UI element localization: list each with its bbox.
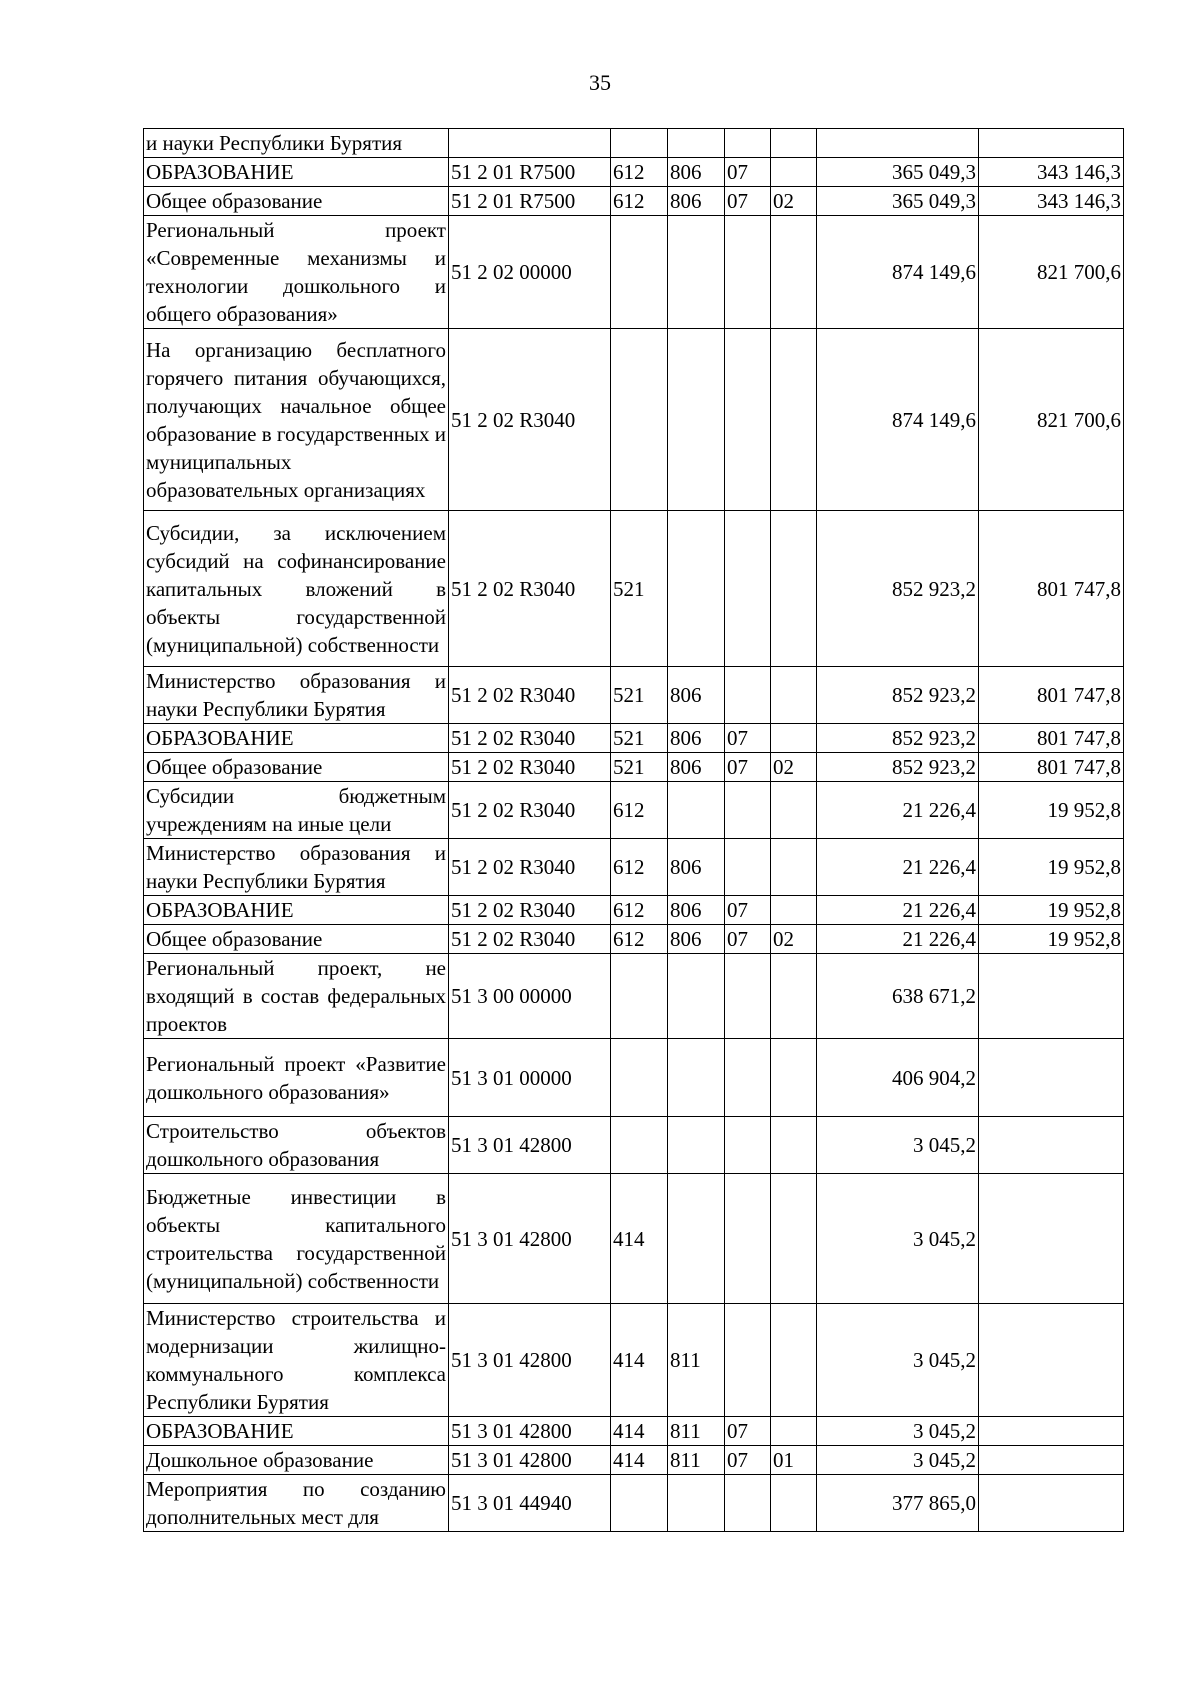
row-expense-type-cell <box>611 129 668 158</box>
row-subsection-cell <box>771 158 817 187</box>
row-amount-year1-cell: 365 049,3 <box>817 187 979 216</box>
row-section-cell <box>725 1304 771 1417</box>
row-ministry-code-cell: 806 <box>668 667 725 724</box>
row-name-cell: ОБРАЗОВАНИЕ <box>144 724 449 753</box>
row-amount-year2-cell <box>979 129 1124 158</box>
row-target-code-cell: 51 2 02 R3040 <box>449 329 611 511</box>
row-amount-year1-cell: 874 149,6 <box>817 216 979 329</box>
row-subsection-cell <box>771 724 817 753</box>
row-amount-year1-cell: 3 045,2 <box>817 1117 979 1174</box>
row-target-code-cell: 51 2 02 R3040 <box>449 667 611 724</box>
row-subsection-cell: 02 <box>771 187 817 216</box>
table-row <box>144 782 1124 839</box>
row-ministry-code-cell <box>668 1039 725 1117</box>
table-row <box>144 1174 1124 1304</box>
row-subsection-cell <box>771 1475 817 1532</box>
row-expense-type-cell: 414 <box>611 1446 668 1475</box>
row-amount-year1-cell: 852 923,2 <box>817 724 979 753</box>
table-row <box>144 216 1124 329</box>
row-section-cell <box>725 511 771 667</box>
row-target-code-cell: 51 2 01 R7500 <box>449 187 611 216</box>
row-name-cell: ОБРАЗОВАНИЕ <box>144 158 449 187</box>
row-target-code-cell: 51 3 01 42800 <box>449 1174 611 1304</box>
row-amount-year1-cell: 21 226,4 <box>817 782 979 839</box>
row-amount-year2-cell <box>979 954 1124 1039</box>
row-amount-year2-cell: 801 747,8 <box>979 667 1124 724</box>
row-amount-year1-cell: 852 923,2 <box>817 511 979 667</box>
row-ministry-code-cell: 806 <box>668 896 725 925</box>
row-name-cell: Общее образование <box>144 753 449 782</box>
row-ministry-code-cell: 811 <box>668 1304 725 1417</box>
row-subsection-cell <box>771 839 817 896</box>
row-name-cell: Министерство образования и науки Республики Бурятия <box>144 667 449 724</box>
table-row <box>144 1039 1124 1117</box>
row-amount-year1-cell: 21 226,4 <box>817 896 979 925</box>
table-row <box>144 511 1124 667</box>
row-name-cell: Министерство образования и науки Республики Бурятия <box>144 839 449 896</box>
row-target-code-cell: 51 2 02 R3040 <box>449 753 611 782</box>
table-row <box>144 1446 1124 1475</box>
row-amount-year1-cell: 406 904,2 <box>817 1039 979 1117</box>
row-target-code-cell: 51 2 02 R3040 <box>449 782 611 839</box>
row-name-cell: Субсидии бюджетным учреждениям на иные цели <box>144 782 449 839</box>
table-body <box>144 129 1124 1532</box>
row-amount-year2-cell <box>979 1475 1124 1532</box>
table-row <box>144 1475 1124 1532</box>
row-name-cell: Дошкольное образование <box>144 1446 449 1475</box>
row-amount-year1-cell: 3 045,2 <box>817 1174 979 1304</box>
row-subsection-cell <box>771 216 817 329</box>
table-row <box>144 896 1124 925</box>
row-ministry-code-cell: 806 <box>668 724 725 753</box>
row-amount-year1-cell: 852 923,2 <box>817 753 979 782</box>
row-expense-type-cell <box>611 1117 668 1174</box>
row-ministry-code-cell: 806 <box>668 839 725 896</box>
row-amount-year1-cell: 3 045,2 <box>817 1304 979 1417</box>
row-section-cell <box>725 1039 771 1117</box>
row-expense-type-cell: 612 <box>611 187 668 216</box>
row-amount-year2-cell <box>979 1304 1124 1417</box>
row-section-cell <box>725 1475 771 1532</box>
row-name-cell: Мероприятия по созданию дополнительных мест для <box>144 1475 449 1532</box>
row-name-cell: Региональный проект «Развитие дошкольного образования» <box>144 1039 449 1117</box>
row-amount-year2-cell: 19 952,8 <box>979 925 1124 954</box>
row-subsection-cell: 02 <box>771 753 817 782</box>
table-row <box>144 925 1124 954</box>
row-amount-year2-cell <box>979 1117 1124 1174</box>
row-amount-year2-cell <box>979 1174 1124 1304</box>
row-subsection-cell <box>771 129 817 158</box>
table-row <box>144 839 1124 896</box>
row-subsection-cell <box>771 1304 817 1417</box>
table-row <box>144 954 1124 1039</box>
row-subsection-cell <box>771 1039 817 1117</box>
row-ministry-code-cell: 806 <box>668 753 725 782</box>
row-expense-type-cell: 612 <box>611 896 668 925</box>
row-expense-type-cell: 414 <box>611 1417 668 1446</box>
page-number: 35 <box>589 70 611 95</box>
row-name-cell: Общее образование <box>144 187 449 216</box>
row-amount-year1-cell <box>817 129 979 158</box>
row-target-code-cell: 51 2 01 R7500 <box>449 158 611 187</box>
row-expense-type-cell: 612 <box>611 839 668 896</box>
row-section-cell <box>725 839 771 896</box>
row-name-cell: Региональный проект, не входящий в состав федеральных проектов <box>144 954 449 1039</box>
row-section-cell: 07 <box>725 925 771 954</box>
row-expense-type-cell: 521 <box>611 724 668 753</box>
row-expense-type-cell <box>611 954 668 1039</box>
row-target-code-cell: 51 3 01 42800 <box>449 1117 611 1174</box>
row-expense-type-cell: 521 <box>611 667 668 724</box>
row-expense-type-cell <box>611 329 668 511</box>
row-amount-year1-cell: 638 671,2 <box>817 954 979 1039</box>
row-name-cell: Строительство объектов дошкольного образования <box>144 1117 449 1174</box>
row-target-code-cell: 51 2 02 R3040 <box>449 724 611 753</box>
row-amount-year1-cell: 21 226,4 <box>817 925 979 954</box>
row-subsection-cell: 02 <box>771 925 817 954</box>
row-name-cell: ОБРАЗОВАНИЕ <box>144 896 449 925</box>
row-section-cell <box>725 1117 771 1174</box>
row-ministry-code-cell <box>668 782 725 839</box>
row-ministry-code-cell <box>668 1475 725 1532</box>
table-row <box>144 187 1124 216</box>
row-ministry-code-cell <box>668 954 725 1039</box>
row-ministry-code-cell <box>668 1174 725 1304</box>
row-section-cell <box>725 782 771 839</box>
table-row <box>144 129 1124 158</box>
row-target-code-cell: 51 2 02 R3040 <box>449 839 611 896</box>
budget-table <box>143 128 1124 1532</box>
row-target-code-cell: 51 3 01 42800 <box>449 1304 611 1417</box>
row-name-cell: Региональный проект «Современные механизмы и технологии дошкольного и общего образования» <box>144 216 449 329</box>
row-subsection-cell <box>771 667 817 724</box>
row-expense-type-cell <box>611 1475 668 1532</box>
row-subsection-cell <box>771 1117 817 1174</box>
row-section-cell: 07 <box>725 187 771 216</box>
row-amount-year2-cell: 19 952,8 <box>979 782 1124 839</box>
row-subsection-cell <box>771 329 817 511</box>
row-ministry-code-cell: 806 <box>668 158 725 187</box>
row-section-cell <box>725 1174 771 1304</box>
table-row <box>144 1304 1124 1417</box>
table-row <box>144 1117 1124 1174</box>
row-section-cell <box>725 329 771 511</box>
row-name-cell: Бюджетные инвестиции в объекты капитального строительства государственной (муниципальной) собственности <box>144 1174 449 1304</box>
table-row <box>144 158 1124 187</box>
row-subsection-cell <box>771 1174 817 1304</box>
row-expense-type-cell: 521 <box>611 511 668 667</box>
row-expense-type-cell: 612 <box>611 158 668 187</box>
row-section-cell: 07 <box>725 753 771 782</box>
row-ministry-code-cell: 811 <box>668 1417 725 1446</box>
row-expense-type-cell: 521 <box>611 753 668 782</box>
row-expense-type-cell <box>611 216 668 329</box>
row-name-cell: На организацию бесплатного горячего питания обучающихся, получающих начальное общее образование в государственных и муниципальных образовательных организациях <box>144 329 449 511</box>
table-row <box>144 1417 1124 1446</box>
row-target-code-cell: 51 2 02 R3040 <box>449 925 611 954</box>
row-section-cell: 07 <box>725 896 771 925</box>
row-target-code-cell <box>449 129 611 158</box>
row-amount-year2-cell: 343 146,3 <box>979 158 1124 187</box>
row-amount-year2-cell <box>979 1446 1124 1475</box>
row-amount-year2-cell: 801 747,8 <box>979 753 1124 782</box>
row-target-code-cell: 51 2 02 00000 <box>449 216 611 329</box>
row-target-code-cell: 51 3 00 00000 <box>449 954 611 1039</box>
row-section-cell: 07 <box>725 158 771 187</box>
row-amount-year2-cell: 19 952,8 <box>979 896 1124 925</box>
row-ministry-code-cell <box>668 329 725 511</box>
row-target-code-cell: 51 2 02 R3040 <box>449 896 611 925</box>
row-amount-year2-cell <box>979 1417 1124 1446</box>
row-ministry-code-cell: 806 <box>668 925 725 954</box>
row-amount-year2-cell <box>979 1039 1124 1117</box>
row-amount-year2-cell: 19 952,8 <box>979 839 1124 896</box>
row-expense-type-cell <box>611 1039 668 1117</box>
table-row <box>144 753 1124 782</box>
row-subsection-cell <box>771 896 817 925</box>
row-ministry-code-cell: 811 <box>668 1446 725 1475</box>
row-expense-type-cell: 612 <box>611 782 668 839</box>
row-section-cell <box>725 129 771 158</box>
row-ministry-code-cell <box>668 216 725 329</box>
row-amount-year2-cell: 801 747,8 <box>979 511 1124 667</box>
row-ministry-code-cell: 806 <box>668 187 725 216</box>
row-ministry-code-cell <box>668 129 725 158</box>
row-subsection-cell <box>771 1417 817 1446</box>
row-ministry-code-cell <box>668 511 725 667</box>
row-name-cell: ОБРАЗОВАНИЕ <box>144 1417 449 1446</box>
row-section-cell <box>725 954 771 1039</box>
row-expense-type-cell: 414 <box>611 1174 668 1304</box>
row-amount-year2-cell: 343 146,3 <box>979 187 1124 216</box>
row-name-cell: Общее образование <box>144 925 449 954</box>
row-name-cell: Министерство строительства и модернизации жилищно-коммунального комплекса Республики Бурятия <box>144 1304 449 1417</box>
row-amount-year1-cell: 3 045,2 <box>817 1417 979 1446</box>
row-amount-year1-cell: 852 923,2 <box>817 667 979 724</box>
row-expense-type-cell: 612 <box>611 925 668 954</box>
row-target-code-cell: 51 2 02 R3040 <box>449 511 611 667</box>
row-subsection-cell <box>771 511 817 667</box>
row-subsection-cell: 01 <box>771 1446 817 1475</box>
row-subsection-cell <box>771 782 817 839</box>
row-ministry-code-cell <box>668 1117 725 1174</box>
row-amount-year2-cell: 821 700,6 <box>979 329 1124 511</box>
row-target-code-cell: 51 3 01 42800 <box>449 1417 611 1446</box>
row-section-cell: 07 <box>725 724 771 753</box>
row-section-cell <box>725 216 771 329</box>
row-expense-type-cell: 414 <box>611 1304 668 1417</box>
row-name-cell: и науки Республики Бурятия <box>144 129 449 158</box>
row-section-cell <box>725 667 771 724</box>
row-name-cell: Субсидии, за исключением субсидий на софинансирование капитальных вложений в объекты государственной (муниципальной) собственности <box>144 511 449 667</box>
row-target-code-cell: 51 3 01 00000 <box>449 1039 611 1117</box>
row-amount-year1-cell: 21 226,4 <box>817 839 979 896</box>
row-amount-year2-cell: 821 700,6 <box>979 216 1124 329</box>
row-amount-year1-cell: 3 045,2 <box>817 1446 979 1475</box>
row-target-code-cell: 51 3 01 44940 <box>449 1475 611 1532</box>
row-section-cell: 07 <box>725 1417 771 1446</box>
row-amount-year1-cell: 377 865,0 <box>817 1475 979 1532</box>
table-row <box>144 667 1124 724</box>
table-row <box>144 329 1124 511</box>
row-section-cell: 07 <box>725 1446 771 1475</box>
row-amount-year1-cell: 365 049,3 <box>817 158 979 187</box>
row-amount-year2-cell: 801 747,8 <box>979 724 1124 753</box>
row-target-code-cell: 51 3 01 42800 <box>449 1446 611 1475</box>
row-subsection-cell <box>771 954 817 1039</box>
table-row <box>144 724 1124 753</box>
row-amount-year1-cell: 874 149,6 <box>817 329 979 511</box>
